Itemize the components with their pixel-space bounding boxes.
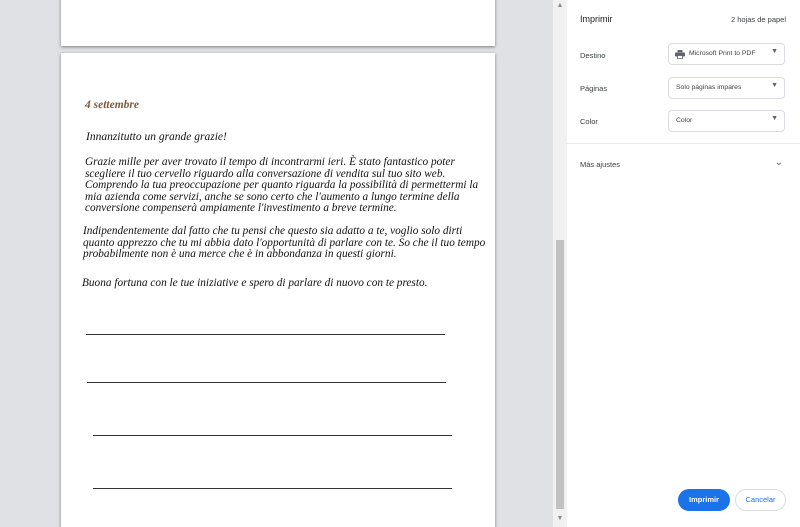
destination-label: Destino — [580, 51, 606, 60]
print-settings-panel — [567, 0, 800, 527]
chevron-down-icon[interactable]: ⌄ — [774, 157, 783, 168]
more-settings-toggle[interactable]: Más ajustes — [580, 160, 621, 169]
preview-scrollbar[interactable] — [553, 0, 567, 527]
color-label: Color — [580, 117, 598, 126]
letter-paragraph-1: Grazie mille per aver trovato il tempo di incontrarmi ieri. È stato fantastico poter scegliere il tuo cervello riguardo alla conversazione di vendita sul tuo sito web. Comprendo la tua preoccupazione per quanto riguarda la possibilità di permettermi la mia azienda come servizi, anche se sono certo che l'aumento a lungo termine della conversione compenserà ampiamente l'investimento a breve termine. — [85, 156, 479, 214]
destination-value: Microsoft Print to PDF — [689, 50, 756, 57]
color-select[interactable] — [668, 110, 785, 132]
pages-label: Páginas — [580, 84, 608, 93]
pages-select[interactable] — [668, 77, 785, 99]
signature-line — [93, 488, 452, 489]
dropdown-caret-icon: ▼ — [771, 48, 778, 55]
destination-select[interactable] — [668, 43, 785, 65]
cancel-button[interactable]: Cancelar — [735, 489, 786, 511]
dropdown-caret-icon: ▼ — [771, 115, 778, 122]
panel-title: Imprimir — [580, 14, 613, 24]
divider — [567, 143, 800, 144]
printer-icon — [675, 50, 685, 59]
scroll-down-arrow-icon[interactable]: ▼ — [556, 515, 564, 522]
signature-line — [86, 334, 445, 335]
signature-line — [87, 382, 446, 383]
signature-line — [93, 435, 452, 436]
dropdown-caret-icon: ▼ — [771, 82, 778, 89]
letter-greeting: Innanzitutto un grande grazie! — [86, 131, 227, 143]
sheet-count: 2 hojas de papel — [730, 15, 786, 24]
letter-closing: Buona fortuna con le tue iniziative e spero di parlare di nuovo con te presto. — [82, 277, 428, 289]
scroll-up-arrow-icon[interactable]: ▲ — [556, 2, 564, 9]
letter-date: 4 settembre — [85, 99, 139, 111]
letter-paragraph-2: Indipendentemente dal fatto che tu pensi che questo sia adatto a te, voglio solo dirti quanto apprezzo che tu mi abbia dato l'opportunità di parlare con te. So che il tuo tempo probabilmente non è una merce che è in abbondanza in questi giorni. — [83, 225, 486, 260]
pages-value: Solo páginas impares — [676, 84, 742, 91]
color-value: Color — [676, 117, 693, 124]
scrollbar-thumb[interactable] — [556, 240, 564, 509]
preview-page-1 — [61, 0, 495, 46]
preview-page-2 — [61, 53, 495, 527]
print-button[interactable]: Imprimir — [678, 489, 730, 511]
